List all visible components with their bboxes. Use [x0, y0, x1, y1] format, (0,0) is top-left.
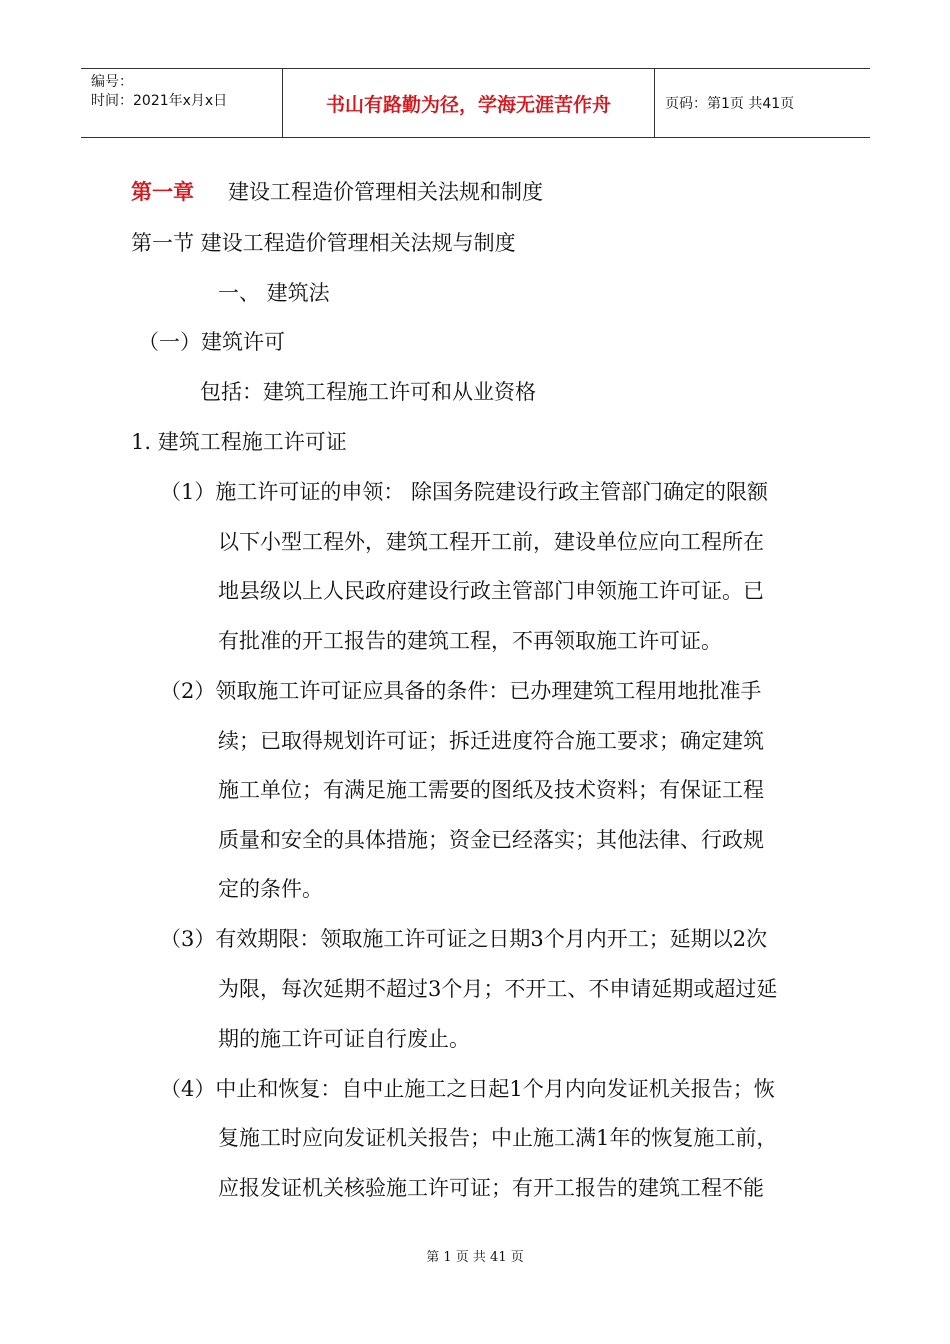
para-line: 复施工时应向发证机关报告；中止施工满1年的恢复施工前， [218, 1126, 778, 1150]
para-line: 有批准的开工报告的建筑工程，不再领取施工许可证。 [218, 629, 722, 653]
para-line: 地县级以上人民政府建设行政主管部门申领施工许可证。已 [218, 579, 764, 603]
para-line: 质量和安全的具体措施；资金已经落实；其他法律、行政规 [218, 828, 764, 852]
chapter-label: 第一章 [131, 179, 194, 204]
document-header [81, 68, 870, 138]
chapter-title: 建设工程造价管理相关法规和制度 [228, 180, 543, 204]
header-motto: 书山有路勤为径，学海无涯苦作舟 [283, 69, 655, 137]
para-line: （3）有效期限：领取施工许可证之日期3个月内开工；延期以2次 [160, 927, 768, 951]
para-line: 续；已取得规划许可证；拆迁进度符合施工要求；确定建筑 [218, 729, 764, 753]
para-line: （4）中止和恢复：自中止施工之日起1个月内向发证机关报告；恢 [160, 1077, 775, 1101]
includes-line: 包括：建筑工程施工许可和从业资格 [200, 380, 536, 404]
section-heading: 第一节 建设工程造价管理相关法规与制度 [131, 231, 516, 255]
number-label: 编号： [91, 74, 133, 90]
header-page-code: 页码：第1页 共41页 [665, 96, 795, 112]
para-line: （1）施工许可证的申领： 除国务院建设行政主管部门确定的限额 [160, 480, 769, 504]
para-line: 期的施工许可证自行废止。 [218, 1027, 470, 1051]
time-label: 时间：2021年x月x日 [91, 93, 228, 109]
para-line: 为限，每次延期不超过3个月；不开工、不申请延期或超过延 [218, 977, 778, 1001]
page-footer: 第 1 页 共 41 页 [426, 1250, 524, 1265]
item-heading: 1. 建筑工程施工许可证 [131, 430, 347, 454]
chapter-heading [131, 177, 543, 207]
para-line: 施工单位；有满足施工需要的图纸及技术资料；有保证工程 [218, 778, 764, 802]
header-meta [81, 69, 283, 137]
para-line: 以下小型工程外，建筑工程开工前，建设单位应向工程所在 [218, 530, 764, 554]
para-line: 应报发证机关核验施工许可证；有开工报告的建筑工程不能 [218, 1176, 764, 1200]
para-line: 定的条件。 [218, 877, 323, 901]
para-line: （2）领取施工许可证应具备的条件：已办理建筑工程用地批准手 [160, 679, 762, 703]
subpart-heading: （一）建筑许可 [138, 330, 285, 354]
part-heading: 一、 建筑法 [218, 281, 330, 305]
